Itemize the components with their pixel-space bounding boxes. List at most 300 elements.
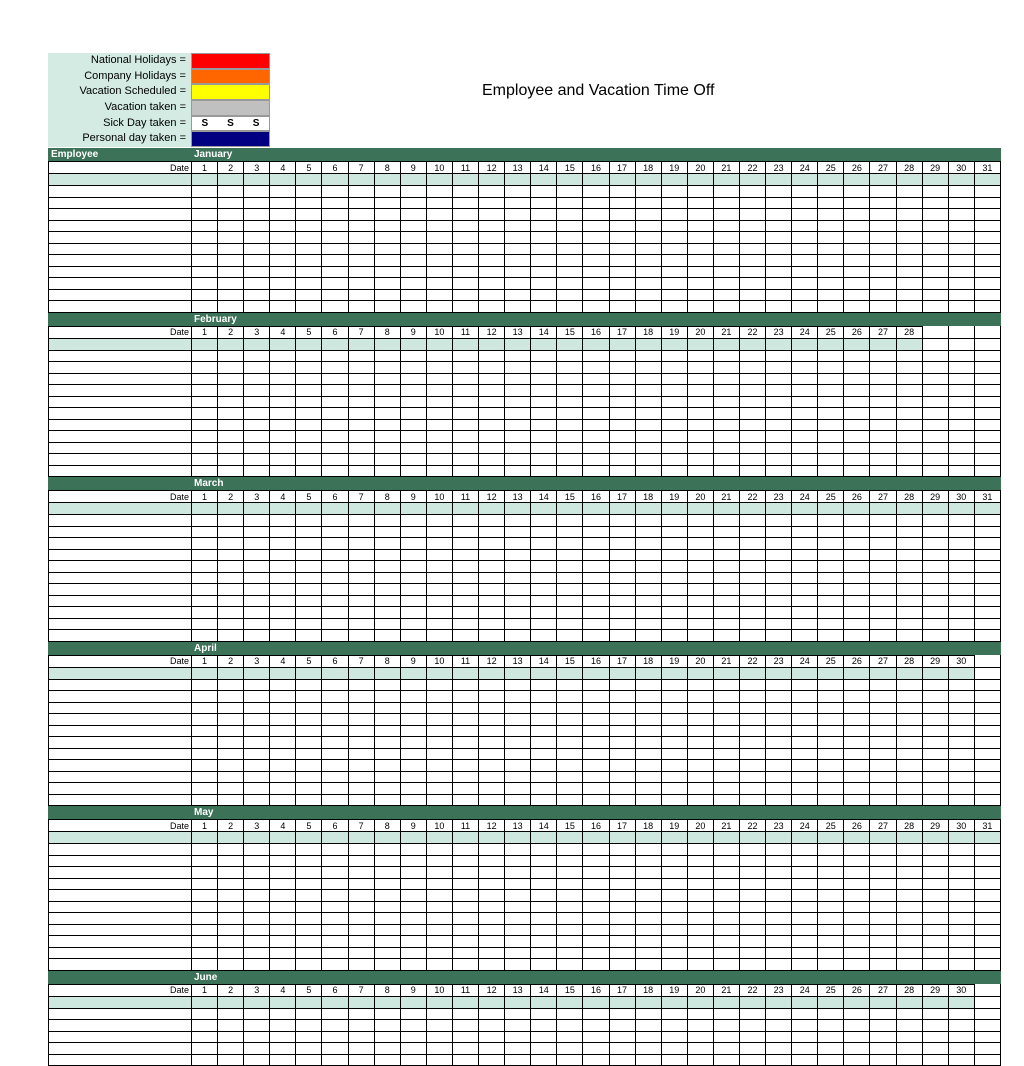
- day-cell[interactable]: [348, 878, 374, 890]
- day-cell[interactable]: [322, 618, 348, 630]
- day-cell[interactable]: [452, 385, 478, 397]
- day-cell[interactable]: [296, 419, 322, 431]
- day-cell[interactable]: [270, 515, 296, 527]
- day-cell[interactable]: [218, 454, 244, 466]
- day-cell[interactable]: [792, 618, 818, 630]
- day-cell[interactable]: [192, 419, 218, 431]
- day-cell[interactable]: [661, 760, 687, 772]
- day-cell[interactable]: [896, 197, 922, 209]
- day-cell[interactable]: [270, 959, 296, 971]
- day-cell[interactable]: [505, 186, 531, 198]
- day-cell[interactable]: [192, 890, 218, 902]
- day-cell[interactable]: [687, 289, 713, 301]
- day-cell[interactable]: [296, 667, 322, 679]
- day-cell[interactable]: [192, 714, 218, 726]
- day-cell[interactable]: [974, 924, 1000, 936]
- day-cell[interactable]: [583, 538, 609, 550]
- day-cell[interactable]: [687, 679, 713, 691]
- day-cell[interactable]: [192, 1020, 218, 1032]
- day-cell[interactable]: [218, 408, 244, 420]
- day-cell[interactable]: [270, 454, 296, 466]
- day-cell[interactable]: [322, 832, 348, 844]
- day-cell[interactable]: [218, 174, 244, 186]
- day-cell[interactable]: [270, 607, 296, 619]
- day-cell[interactable]: [792, 867, 818, 879]
- day-cell[interactable]: [661, 220, 687, 232]
- day-cell[interactable]: [244, 584, 270, 596]
- day-cell[interactable]: [609, 1054, 635, 1066]
- day-cell[interactable]: [192, 1031, 218, 1043]
- day-cell[interactable]: [400, 996, 426, 1008]
- day-cell[interactable]: [713, 561, 739, 573]
- day-cell[interactable]: [374, 197, 400, 209]
- day-cell[interactable]: [426, 1008, 452, 1020]
- day-cell[interactable]: [479, 572, 505, 584]
- day-cell[interactable]: [922, 442, 948, 454]
- day-cell[interactable]: [479, 996, 505, 1008]
- day-cell[interactable]: [296, 266, 322, 278]
- employee-cell[interactable]: [49, 996, 192, 1008]
- day-cell[interactable]: [296, 855, 322, 867]
- day-cell[interactable]: [348, 679, 374, 691]
- day-cell[interactable]: [479, 278, 505, 290]
- day-cell[interactable]: [218, 526, 244, 538]
- day-cell[interactable]: [844, 561, 870, 573]
- day-cell[interactable]: [531, 301, 557, 313]
- day-cell[interactable]: [322, 442, 348, 454]
- day-cell[interactable]: [818, 197, 844, 209]
- day-cell[interactable]: [844, 595, 870, 607]
- day-cell[interactable]: [244, 691, 270, 703]
- day-cell[interactable]: [400, 220, 426, 232]
- day-cell[interactable]: [400, 901, 426, 913]
- day-cell[interactable]: [348, 844, 374, 856]
- day-cell[interactable]: [505, 890, 531, 902]
- day-cell[interactable]: [870, 396, 896, 408]
- day-cell[interactable]: [739, 442, 765, 454]
- day-cell[interactable]: [479, 243, 505, 255]
- day-cell[interactable]: [479, 442, 505, 454]
- employee-cell[interactable]: [49, 691, 192, 703]
- day-cell[interactable]: [348, 362, 374, 374]
- day-cell[interactable]: [792, 278, 818, 290]
- day-cell[interactable]: [922, 243, 948, 255]
- day-cell[interactable]: [766, 867, 792, 879]
- day-cell[interactable]: [531, 855, 557, 867]
- day-cell[interactable]: [922, 186, 948, 198]
- day-cell[interactable]: [531, 186, 557, 198]
- day-cell[interactable]: [609, 232, 635, 244]
- day-cell[interactable]: [583, 186, 609, 198]
- day-cell[interactable]: [374, 702, 400, 714]
- day-cell[interactable]: [452, 373, 478, 385]
- day-cell[interactable]: [974, 794, 1000, 806]
- day-cell[interactable]: [635, 748, 661, 760]
- day-cell[interactable]: [374, 630, 400, 642]
- day-cell[interactable]: [426, 289, 452, 301]
- day-cell[interactable]: [661, 538, 687, 550]
- day-cell[interactable]: [974, 526, 1000, 538]
- day-cell[interactable]: [348, 725, 374, 737]
- day-cell[interactable]: [818, 526, 844, 538]
- day-cell[interactable]: [713, 549, 739, 561]
- day-cell[interactable]: [687, 255, 713, 267]
- day-cell[interactable]: [296, 584, 322, 596]
- employee-cell[interactable]: [49, 549, 192, 561]
- day-cell[interactable]: [870, 959, 896, 971]
- day-cell[interactable]: [609, 924, 635, 936]
- day-cell[interactable]: [974, 1043, 1000, 1055]
- day-cell[interactable]: [270, 794, 296, 806]
- day-cell[interactable]: [218, 959, 244, 971]
- day-cell[interactable]: [818, 362, 844, 374]
- day-cell[interactable]: [479, 186, 505, 198]
- day-cell[interactable]: [400, 924, 426, 936]
- day-cell[interactable]: [270, 1020, 296, 1032]
- day-cell[interactable]: [922, 947, 948, 959]
- day-cell[interactable]: [948, 794, 974, 806]
- day-cell[interactable]: [583, 667, 609, 679]
- day-cell[interactable]: [531, 1020, 557, 1032]
- day-cell[interactable]: [192, 266, 218, 278]
- day-cell[interactable]: [792, 855, 818, 867]
- day-cell[interactable]: [766, 278, 792, 290]
- day-cell[interactable]: [505, 737, 531, 749]
- day-cell[interactable]: [609, 266, 635, 278]
- day-cell[interactable]: [218, 515, 244, 527]
- employee-cell[interactable]: [49, 419, 192, 431]
- day-cell[interactable]: [557, 760, 583, 772]
- day-cell[interactable]: [792, 748, 818, 760]
- day-cell[interactable]: [792, 561, 818, 573]
- day-cell[interactable]: [818, 408, 844, 420]
- day-cell[interactable]: [818, 373, 844, 385]
- day-cell[interactable]: [244, 1043, 270, 1055]
- day-cell[interactable]: [609, 691, 635, 703]
- day-cell[interactable]: [400, 503, 426, 515]
- day-cell[interactable]: [322, 679, 348, 691]
- day-cell[interactable]: [609, 465, 635, 477]
- day-cell[interactable]: [348, 855, 374, 867]
- day-cell[interactable]: [766, 890, 792, 902]
- day-cell[interactable]: [713, 832, 739, 844]
- day-cell[interactable]: [270, 362, 296, 374]
- day-cell[interactable]: [479, 561, 505, 573]
- day-cell[interactable]: [792, 232, 818, 244]
- day-cell[interactable]: [296, 832, 322, 844]
- day-cell[interactable]: [557, 278, 583, 290]
- day-cell[interactable]: [583, 301, 609, 313]
- day-cell[interactable]: [452, 691, 478, 703]
- day-cell[interactable]: [452, 924, 478, 936]
- day-cell[interactable]: [218, 362, 244, 374]
- day-cell[interactable]: [661, 844, 687, 856]
- day-cell[interactable]: [479, 289, 505, 301]
- day-cell[interactable]: [974, 667, 1000, 679]
- day-cell[interactable]: [296, 442, 322, 454]
- day-cell[interactable]: [374, 771, 400, 783]
- day-cell[interactable]: [270, 350, 296, 362]
- day-cell[interactable]: [974, 630, 1000, 642]
- day-cell[interactable]: [844, 419, 870, 431]
- day-cell[interactable]: [479, 1031, 505, 1043]
- day-cell[interactable]: [348, 630, 374, 642]
- day-cell[interactable]: [218, 197, 244, 209]
- day-cell[interactable]: [870, 996, 896, 1008]
- day-cell[interactable]: [400, 350, 426, 362]
- day-cell[interactable]: [948, 572, 974, 584]
- day-cell[interactable]: [348, 947, 374, 959]
- day-cell[interactable]: [452, 255, 478, 267]
- day-cell[interactable]: [557, 220, 583, 232]
- day-cell[interactable]: [322, 890, 348, 902]
- day-cell[interactable]: [896, 220, 922, 232]
- day-cell[interactable]: [531, 197, 557, 209]
- day-cell[interactable]: [322, 515, 348, 527]
- day-cell[interactable]: [818, 209, 844, 221]
- day-cell[interactable]: [922, 832, 948, 844]
- day-cell[interactable]: [870, 794, 896, 806]
- day-cell[interactable]: [739, 373, 765, 385]
- day-cell[interactable]: [713, 373, 739, 385]
- day-cell[interactable]: [713, 419, 739, 431]
- day-cell[interactable]: [609, 1031, 635, 1043]
- day-cell[interactable]: [844, 913, 870, 925]
- day-cell[interactable]: [870, 760, 896, 772]
- day-cell[interactable]: [739, 959, 765, 971]
- day-cell[interactable]: [400, 783, 426, 795]
- day-cell[interactable]: [348, 901, 374, 913]
- day-cell[interactable]: [922, 691, 948, 703]
- day-cell[interactable]: [948, 465, 974, 477]
- day-cell[interactable]: [766, 362, 792, 374]
- day-cell[interactable]: [739, 232, 765, 244]
- day-cell[interactable]: [922, 301, 948, 313]
- day-cell[interactable]: [844, 679, 870, 691]
- day-cell[interactable]: [348, 913, 374, 925]
- day-cell[interactable]: [244, 572, 270, 584]
- day-cell[interactable]: [739, 913, 765, 925]
- day-cell[interactable]: [322, 913, 348, 925]
- day-cell[interactable]: [374, 748, 400, 760]
- day-cell[interactable]: [609, 855, 635, 867]
- day-cell[interactable]: [400, 1008, 426, 1020]
- day-cell[interactable]: [974, 702, 1000, 714]
- day-cell[interactable]: [531, 220, 557, 232]
- day-cell[interactable]: [739, 408, 765, 420]
- day-cell[interactable]: [974, 338, 1000, 350]
- day-cell[interactable]: [374, 607, 400, 619]
- day-cell[interactable]: [557, 996, 583, 1008]
- day-cell[interactable]: [896, 289, 922, 301]
- day-cell[interactable]: [270, 679, 296, 691]
- day-cell[interactable]: [557, 737, 583, 749]
- day-cell[interactable]: [452, 431, 478, 443]
- day-cell[interactable]: [818, 1054, 844, 1066]
- day-cell[interactable]: [635, 844, 661, 856]
- day-cell[interactable]: [531, 748, 557, 760]
- day-cell[interactable]: [687, 465, 713, 477]
- day-cell[interactable]: [426, 1054, 452, 1066]
- day-cell[interactable]: [192, 867, 218, 879]
- day-cell[interactable]: [635, 255, 661, 267]
- day-cell[interactable]: [479, 362, 505, 374]
- day-cell[interactable]: [218, 186, 244, 198]
- day-cell[interactable]: [322, 1008, 348, 1020]
- employee-cell[interactable]: [49, 595, 192, 607]
- day-cell[interactable]: [922, 561, 948, 573]
- day-cell[interactable]: [531, 503, 557, 515]
- day-cell[interactable]: [192, 232, 218, 244]
- day-cell[interactable]: [426, 419, 452, 431]
- day-cell[interactable]: [583, 794, 609, 806]
- day-cell[interactable]: [244, 832, 270, 844]
- day-cell[interactable]: [400, 515, 426, 527]
- day-cell[interactable]: [661, 996, 687, 1008]
- day-cell[interactable]: [739, 714, 765, 726]
- day-cell[interactable]: [766, 454, 792, 466]
- day-cell[interactable]: [322, 465, 348, 477]
- day-cell[interactable]: [479, 725, 505, 737]
- day-cell[interactable]: [531, 667, 557, 679]
- day-cell[interactable]: [844, 431, 870, 443]
- day-cell[interactable]: [531, 725, 557, 737]
- day-cell[interactable]: [270, 667, 296, 679]
- day-cell[interactable]: [322, 760, 348, 772]
- day-cell[interactable]: [974, 572, 1000, 584]
- day-cell[interactable]: [505, 197, 531, 209]
- day-cell[interactable]: [896, 901, 922, 913]
- day-cell[interactable]: [766, 901, 792, 913]
- day-cell[interactable]: [609, 243, 635, 255]
- day-cell[interactable]: [557, 362, 583, 374]
- day-cell[interactable]: [348, 278, 374, 290]
- day-cell[interactable]: [896, 515, 922, 527]
- day-cell[interactable]: [844, 549, 870, 561]
- day-cell[interactable]: [818, 243, 844, 255]
- day-cell[interactable]: [818, 595, 844, 607]
- day-cell[interactable]: [348, 186, 374, 198]
- day-cell[interactable]: [609, 725, 635, 737]
- day-cell[interactable]: [713, 996, 739, 1008]
- day-cell[interactable]: [348, 503, 374, 515]
- day-cell[interactable]: [218, 220, 244, 232]
- day-cell[interactable]: [974, 737, 1000, 749]
- day-cell[interactable]: [635, 186, 661, 198]
- day-cell[interactable]: [322, 901, 348, 913]
- day-cell[interactable]: [348, 174, 374, 186]
- day-cell[interactable]: [192, 901, 218, 913]
- day-cell[interactable]: [713, 572, 739, 584]
- day-cell[interactable]: [505, 232, 531, 244]
- day-cell[interactable]: [400, 396, 426, 408]
- day-cell[interactable]: [426, 783, 452, 795]
- day-cell[interactable]: [609, 454, 635, 466]
- day-cell[interactable]: [192, 667, 218, 679]
- day-cell[interactable]: [583, 362, 609, 374]
- day-cell[interactable]: [218, 783, 244, 795]
- day-cell[interactable]: [844, 714, 870, 726]
- day-cell[interactable]: [505, 844, 531, 856]
- day-cell[interactable]: [844, 748, 870, 760]
- day-cell[interactable]: [739, 783, 765, 795]
- day-cell[interactable]: [583, 959, 609, 971]
- day-cell[interactable]: [348, 243, 374, 255]
- day-cell[interactable]: [870, 301, 896, 313]
- day-cell[interactable]: [505, 794, 531, 806]
- day-cell[interactable]: [322, 266, 348, 278]
- employee-cell[interactable]: [49, 679, 192, 691]
- employee-cell[interactable]: [49, 373, 192, 385]
- day-cell[interactable]: [192, 794, 218, 806]
- day-cell[interactable]: [870, 350, 896, 362]
- day-cell[interactable]: [766, 618, 792, 630]
- day-cell[interactable]: [348, 431, 374, 443]
- day-cell[interactable]: [896, 232, 922, 244]
- day-cell[interactable]: [296, 549, 322, 561]
- day-cell[interactable]: [322, 385, 348, 397]
- day-cell[interactable]: [505, 1020, 531, 1032]
- day-cell[interactable]: [870, 618, 896, 630]
- day-cell[interactable]: [635, 867, 661, 879]
- day-cell[interactable]: [479, 947, 505, 959]
- day-cell[interactable]: [661, 618, 687, 630]
- day-cell[interactable]: [218, 301, 244, 313]
- day-cell[interactable]: [374, 515, 400, 527]
- day-cell[interactable]: [452, 584, 478, 596]
- day-cell[interactable]: [505, 350, 531, 362]
- day-cell[interactable]: [870, 947, 896, 959]
- day-cell[interactable]: [687, 725, 713, 737]
- employee-cell[interactable]: [49, 618, 192, 630]
- day-cell[interactable]: [479, 538, 505, 550]
- day-cell[interactable]: [870, 385, 896, 397]
- day-cell[interactable]: [635, 996, 661, 1008]
- day-cell[interactable]: [766, 526, 792, 538]
- day-cell[interactable]: [661, 924, 687, 936]
- day-cell[interactable]: [635, 197, 661, 209]
- day-cell[interactable]: [374, 924, 400, 936]
- day-cell[interactable]: [218, 936, 244, 948]
- day-cell[interactable]: [348, 373, 374, 385]
- day-cell[interactable]: [479, 350, 505, 362]
- day-cell[interactable]: [452, 618, 478, 630]
- day-cell[interactable]: [870, 584, 896, 596]
- day-cell[interactable]: [400, 278, 426, 290]
- day-cell[interactable]: [635, 618, 661, 630]
- day-cell[interactable]: [766, 289, 792, 301]
- day-cell[interactable]: [400, 595, 426, 607]
- day-cell[interactable]: [400, 878, 426, 890]
- day-cell[interactable]: [505, 936, 531, 948]
- day-cell[interactable]: [948, 503, 974, 515]
- day-cell[interactable]: [661, 901, 687, 913]
- day-cell[interactable]: [922, 737, 948, 749]
- day-cell[interactable]: [322, 702, 348, 714]
- day-cell[interactable]: [505, 220, 531, 232]
- employee-cell[interactable]: [49, 794, 192, 806]
- day-cell[interactable]: [713, 255, 739, 267]
- day-cell[interactable]: [818, 561, 844, 573]
- day-cell[interactable]: [505, 584, 531, 596]
- day-cell[interactable]: [687, 572, 713, 584]
- day-cell[interactable]: [974, 947, 1000, 959]
- day-cell[interactable]: [974, 878, 1000, 890]
- day-cell[interactable]: [479, 1054, 505, 1066]
- day-cell[interactable]: [609, 702, 635, 714]
- day-cell[interactable]: [792, 771, 818, 783]
- day-cell[interactable]: [505, 959, 531, 971]
